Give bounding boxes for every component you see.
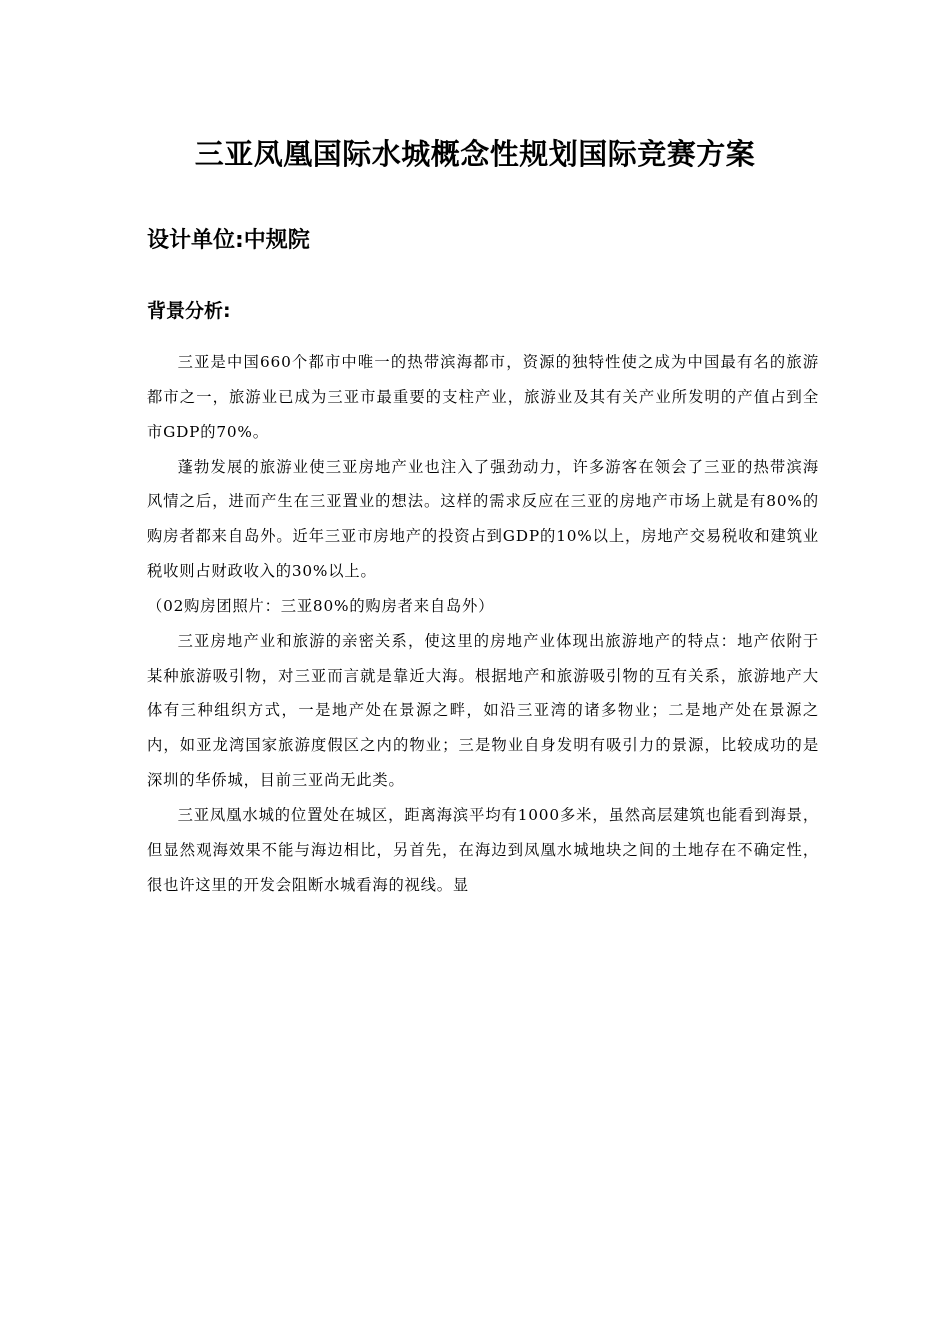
document-title: 三亚凤凰国际水城概念性规划国际竞赛方案	[194, 137, 756, 171]
paragraph-intro: 三亚是中国660个都市中唯一的热带滨海都市，资源的独特性使之成为中国最有名的旅游都市之一，旅游业已成为三亚市最重要的支柱产业，旅游业及其有关产业所发明的产值占到全市GDP的70%。	[147, 353, 819, 441]
photo-caption-note: （02购房团照片：三亚80%的购房者来自岛外）	[147, 596, 495, 615]
paragraph-real-estate: 蓬勃发展的旅游业使三亚房地产业也注入了强劲动力，许多游客在领会了三亚的热带滨海风情之后，进而产生在三亚置业的想法。这样的需求反应在三亚的房地产市场上就是有80%的购房者都来自岛外。近年三亚市房地产的投资占到GDP的10%以上，房地产交易税收和建筑业税收则占财政收入的30%以上。	[147, 457, 819, 581]
document-body	[147, 345, 819, 903]
design-unit-heading: 设计单位:中规院	[147, 228, 310, 253]
paragraph-phoenix-water-city: 三亚凤凰水城的位置处在城区，距离海滨平均有1000多米，虽然高层建筑也能看到海景，但显然观海效果不能与海边相比，另首先，在海边到凤凰水城地块之间的土地存在不确定性，很也许这里的开发会阻断水城看海的视线。显	[147, 805, 819, 894]
paragraph-tourism-real-estate: 三亚房地产业和旅游的亲密关系，使这里的房地产业体现出旅游地产的特点：地产依附于某种旅游吸引物，对三亚而言就是靠近大海。根据地产和旅游吸引物的互有关系，旅游地产大体有三种组织方式，一是地产处在景源之畔，如沿三亚湾的诸多物业；二是地产处在景源之内，如亚龙湾国家旅游度假区之内的物业；三是物业自身发明有吸引力的景源，比较成功的是深圳的华侨城，目前三亚尚无此类。	[147, 631, 819, 790]
background-analysis-heading: 背景分析:	[147, 300, 231, 322]
